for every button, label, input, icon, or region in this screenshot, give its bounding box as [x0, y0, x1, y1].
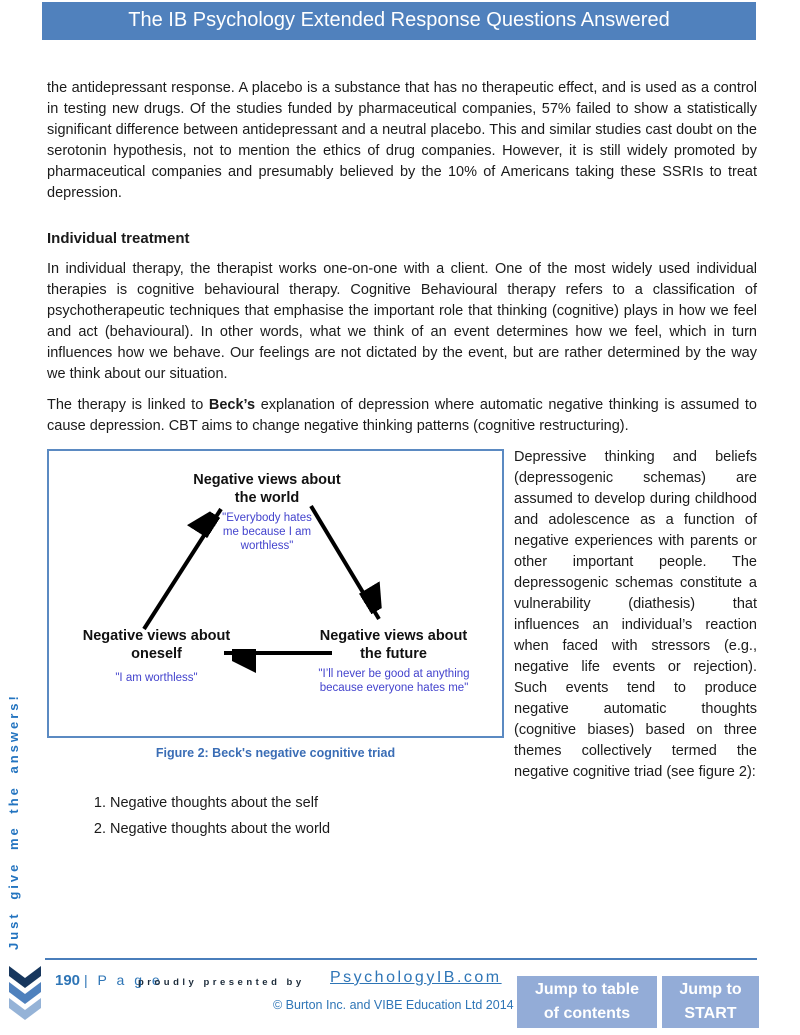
button-label-line: START — [684, 1005, 737, 1022]
section-heading-individual-treatment: Individual treatment — [47, 230, 190, 247]
page-header-banner — [42, 2, 756, 40]
presented-by-label: proudly presented by — [138, 977, 305, 988]
body-paragraph-depressive-thinking: Depressive thinking and beliefs (depressogenic schemas) are assumed to develop during childhood and adolescence as a function of negative experiences with parents or other important people. The depressogenic schemas constitute a vulnerability (diathesis) that influences an individual’s reaction when faced with stressors (e.g., negative life events or rejection). Such events tend to produce negative automatic thoughts (cognitive biases) based on three themes collectively termed the negative cognitive triad (see figure 2): — [514, 449, 757, 780]
button-label-line: of contents — [543, 1005, 631, 1022]
main-content — [47, 78, 757, 845]
jump-to-contents-button[interactable] — [517, 976, 657, 1028]
site-link[interactable]: PsychologyIB.com — [330, 969, 502, 986]
becks-bold-text: Beck’s — [208, 397, 256, 413]
arrow-world-to-future — [311, 506, 379, 619]
button-label-line: Jump to — [679, 981, 742, 998]
figure-container — [47, 449, 506, 764]
document-title: The IB Psychology Extended Response Questions Answered — [128, 9, 670, 31]
paragraph-text: The therapy is linked to — [47, 397, 209, 413]
footer-divider — [45, 958, 757, 960]
negative-triad-list — [88, 793, 757, 840]
chevron-logo-icon — [8, 966, 42, 1030]
triad-node-oneself-label: Negative views about oneself — [82, 628, 231, 662]
triad-node-world-quote: "Everybody hates me because I am worthless" — [222, 512, 312, 552]
body-paragraph-becks — [47, 395, 757, 437]
page-number: 190 — [55, 972, 81, 989]
triad-node-future-label: Negative views about the future — [319, 628, 468, 662]
paragraph-text: In individual therapy, the therapist works one-on-one with a client. One of the most widely used individual therapies is cognitive behavioural therapy. Cognitive Behavioural therapy refers to a classification of psychotherapeutic techniques that emphasise the important role that thinking (cognitive) plays in how we feel and act (behavioural). In other words, what we think of an event determines how we feel, which in turn influences how we behave. Our feelings are not dictated by the event, but are rather determined by the way we think about our situation. — [47, 261, 757, 382]
button-label-line: Jump to table — [534, 981, 639, 998]
figure-caption: Figure 2: Beck's negative cognitive triad — [155, 746, 396, 760]
body-paragraph-individual-therapy — [47, 259, 757, 385]
arrow-oneself-to-world — [144, 509, 221, 629]
page-word: | P a g e — [84, 972, 163, 988]
triad-node-oneself-quote: "I am worthless" — [115, 672, 198, 684]
triad-node-world-label: Negative views about the world — [193, 472, 341, 506]
list-item: 1. Negative thoughts about the self — [110, 793, 757, 814]
list-item: 2. Negative thoughts about the world — [110, 819, 757, 840]
copyright-text: © Burton Inc. and VIBE Education Ltd 2014 — [273, 998, 514, 1012]
figure-box-becks-triad — [47, 449, 504, 738]
sidebar-vertical-tagline: Just give me the answers! — [6, 693, 21, 950]
paragraph-text: explanation of depression where automatic negative thinking is assumed to cause depression. CBT aims to change negative thinking patterns (cognitive restructuring). — [47, 397, 757, 434]
body-paragraph-antidepressant: the antidepressant response. A placebo is a substance that has no therapeutic effect, and is used as a control in testing new drugs. Of the studies funded by pharmaceutical companies, 57% failed to show a statistically significant difference between antidepressant and a neutral placebo. This and similar studies cast doubt on the serotonin hypothesis, not to mention the ethics of drug companies. However, it is still widely promoted by pharmaceutical companies and presumably believed by the 10% of Americans taking these SSRIs to treat depression. — [47, 80, 757, 201]
triad-node-future-quote: "I’ll never be good at anything because everyone hates me" — [318, 668, 470, 694]
footer — [0, 950, 800, 1035]
jump-to-start-button[interactable] — [662, 976, 759, 1028]
